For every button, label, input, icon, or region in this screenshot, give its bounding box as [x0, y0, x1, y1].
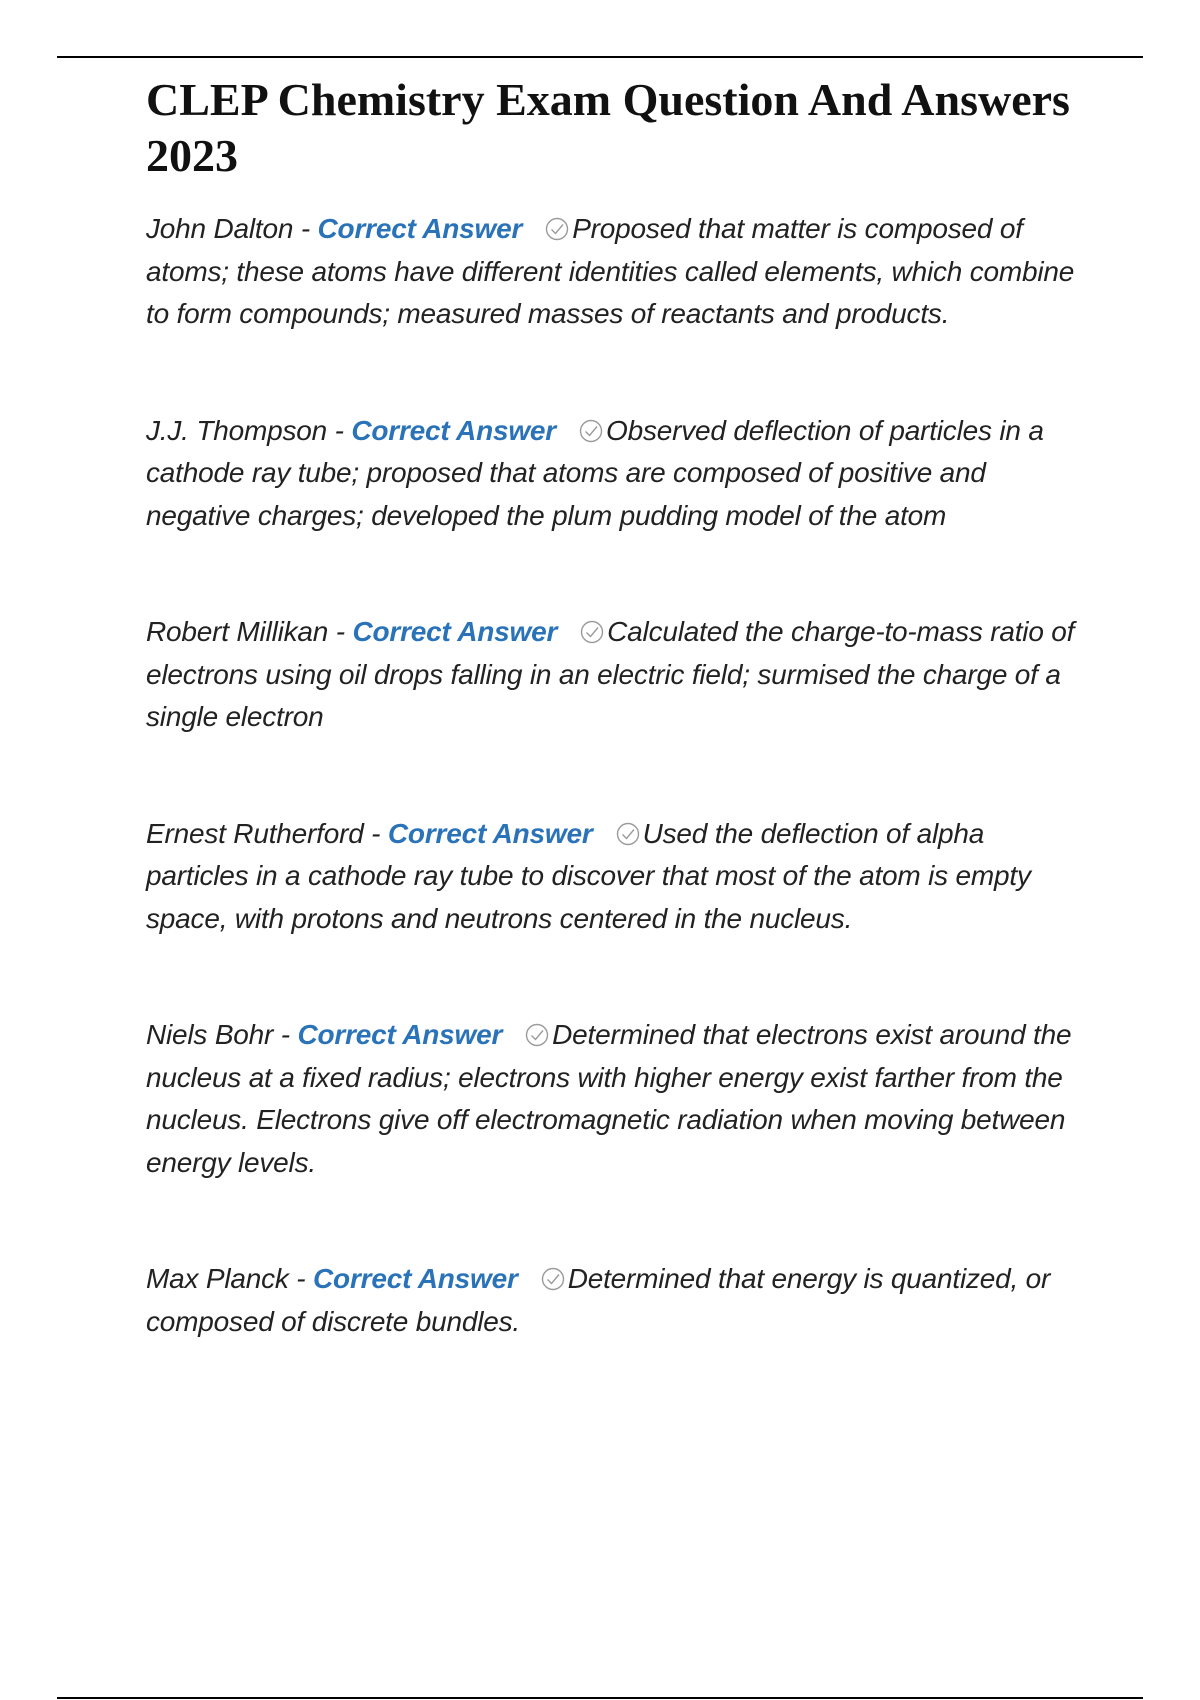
qa-item [146, 1014, 1086, 1184]
qa-term: J.J. Thompson [146, 414, 328, 446]
qa-answer: Determined that energy is quantized, or composed of discrete bundles. [146, 1263, 1051, 1337]
check-badge-icon [615, 821, 641, 847]
qa-term: John Dalton [146, 213, 294, 244]
qa-separator: - [273, 1019, 298, 1050]
correct-answer-label: Correct Answer [313, 1263, 518, 1294]
qa-term: Max Planck [146, 1263, 289, 1294]
top-divider [57, 56, 1143, 58]
page-title: CLEP Chemistry Exam Question And Answers 2023 [146, 74, 1070, 181]
correct-answer-label: Correct Answer [387, 817, 593, 849]
check-badge-icon [524, 1022, 550, 1048]
qa-separator: - [363, 817, 388, 849]
qa-item [146, 813, 1086, 941]
qa-answer: Proposed that matter is composed of atoms; these atoms have different identities called elements, which combine to form compounds; measured masses of reactants and products. [146, 213, 1075, 329]
qa-item [146, 1258, 1086, 1343]
correct-answer-label: Correct Answer [351, 414, 556, 446]
check-badge-icon [578, 418, 604, 444]
qa-item [146, 410, 1086, 538]
qa-term: Niels Bohr [146, 1019, 274, 1050]
qa-term: Ernest Rutherford [146, 817, 364, 849]
qa-item [146, 611, 1086, 739]
check-badge-icon [579, 619, 605, 645]
qa-answer: Used the deflection of alpha particles in a cathode ray tube to discover that most of the atom is empty space, with protons and neutrons centered in the nucleus. [146, 817, 1031, 934]
qa-item [146, 208, 1086, 336]
correct-answer-label: Correct Answer [317, 213, 523, 244]
qa-answer: Calculated the charge-to-mass ratio of electrons using oil drops falling in an electric field; surmised the charge of a single electron [146, 616, 1075, 732]
qa-separator: - [288, 1263, 314, 1294]
qa-answer: Observed deflection of particles in a cathode ray tube; proposed that atoms are composed of positive and negative charges; developed the plum pudding model of the atom [146, 414, 1044, 531]
bottom-divider [57, 1697, 1143, 1699]
correct-answer-label: Correct Answer [352, 616, 558, 647]
qa-term: Robert Millikan [146, 616, 329, 647]
qa-list [146, 208, 1086, 1343]
qa-answer: Determined that electrons exist around the nucleus at a fixed radius; electrons with higher energy exist farther from the nucleus. Electrons give off electromagnetic radiation when moving between energy levels. [146, 1019, 1072, 1178]
correct-answer-label: Correct Answer [297, 1019, 503, 1050]
qa-separator: - [328, 616, 353, 647]
check-badge-icon [544, 216, 570, 242]
qa-separator: - [293, 213, 318, 244]
check-badge-icon [540, 1266, 566, 1292]
qa-separator: - [327, 414, 352, 446]
